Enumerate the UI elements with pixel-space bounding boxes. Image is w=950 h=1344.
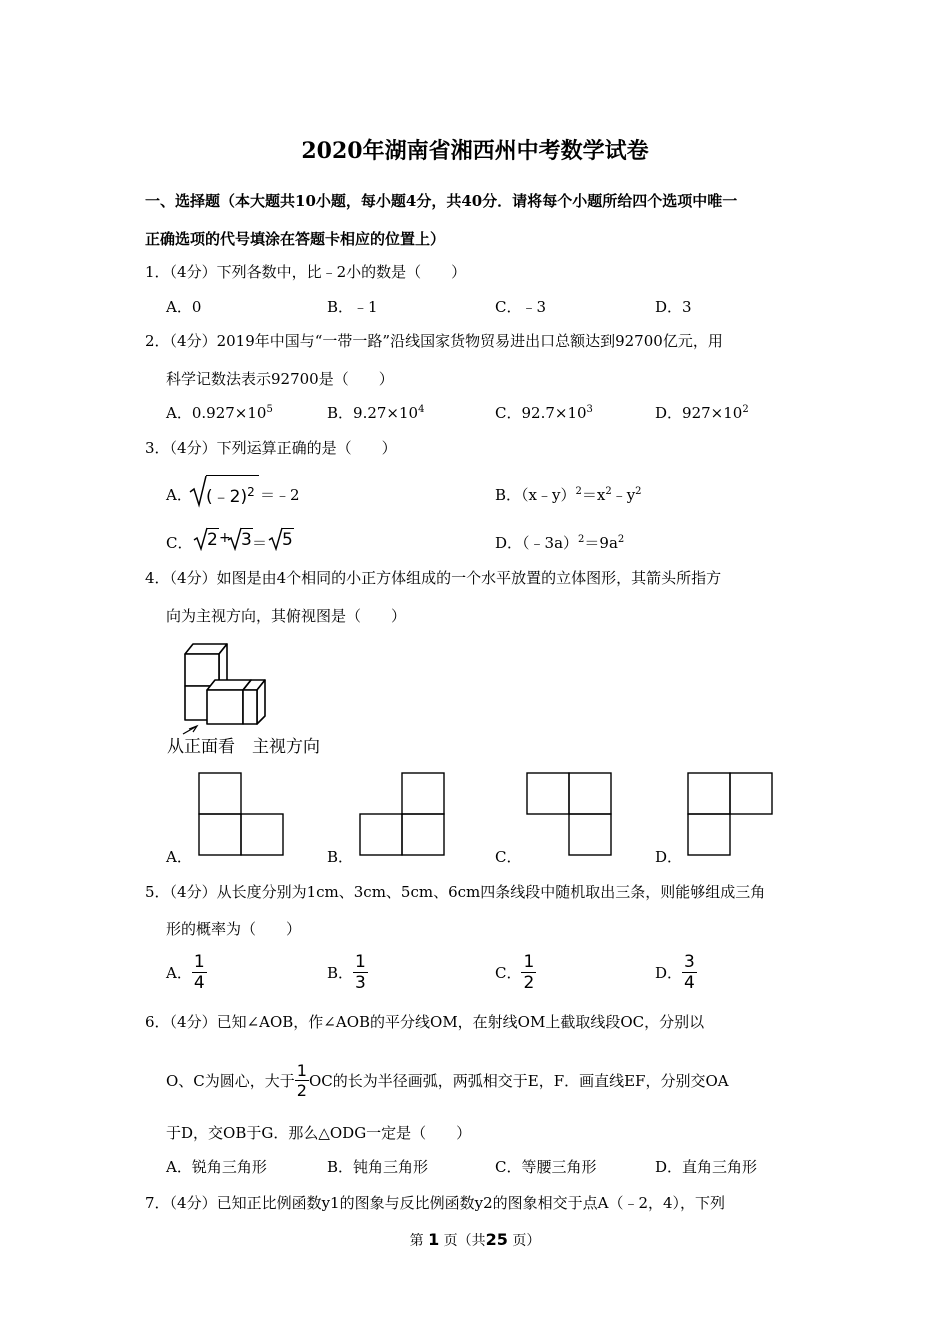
page-title: 2020年湖南省湘西州中考数学试卷 [301,138,649,164]
q6-option-c: C．等腰三角形 [495,1158,597,1176]
q4-option-c-label: C． [495,848,522,866]
q6-option-d: D．直角三角形 [655,1158,758,1176]
question-1-stem: 1．（4分）下列各数中，比﹣2小的数是（ ） [145,263,467,281]
q4-option-a-figure [198,772,286,858]
q3-option-c-radicand-1: 2 [207,530,218,550]
q5-option-b: B． $\frac{1}{3}$ [327,952,366,993]
q3-option-c-label: C． [166,534,193,552]
q3-option-a-radical-sign [188,474,208,508]
question-6-stem-line2: O、C为圆心，大于 $\frac{1}{2}$ OC的长为半径画弧，两弧相交于E，F．画直线EF，分别交OA [166,1061,729,1100]
q3-option-a-radical-bar [206,475,259,476]
q5-option-d: D． $\frac{3}{4}$ [655,952,695,993]
q6-option-a: A．锐角三角形 [166,1158,267,1176]
q3-option-c-radical-bar-2 [241,528,253,529]
q3-option-c-radicand-3: 5 [282,530,293,550]
q3-option-c-equals: ＝ [252,534,268,552]
current-page-number: 1 [428,1230,440,1249]
q1-option-a: A．0 [166,298,202,316]
q4-option-d-figure [687,772,775,858]
question-6-stem-line3: 于D，交OB于G．那么△ODG一定是（ ） [166,1124,472,1142]
question-5-stem-line2: 形的概率为（ ） [166,920,302,938]
q4-option-b-figure [359,772,447,858]
question-3-stem: 3．（4分）下列运算正确的是（ ） [145,439,397,457]
q4-option-a-label: A． [166,848,192,866]
q3-option-c-radical-bar-3 [282,528,294,529]
q3-option-c-plus: + [219,530,231,546]
q5-option-c: C． $\frac{1}{2}$ [495,952,535,993]
question-4-stem-line2: 向为主视方向，其俯视图是（ ） [166,607,407,625]
q2-option-c: C．$92.7\times 10^3$ [495,404,593,422]
q5-option-a: A． $\frac{1}{4}$ [166,952,205,993]
q2-option-d: D．$927\times 10^2$ [655,404,749,422]
q1-option-d: D．3 [655,298,692,316]
section-heading-line2: 正确选项的代号填涂在答题卡相应的位置上） [145,230,446,248]
q4-option-d-label: D． [655,848,683,866]
question-4-stem-line1: 4．（4分）如图是由4个相同的小正方体组成的一个水平放置的立体图形，其箭头所指方 [145,569,722,587]
question-6-stem-line1: 6．（4分）已知∠AOB，作∠AOB的平分线OM，在射线OM上截取线段OC，分别以 [145,1013,705,1031]
section-heading-line1: 一、选择题（本大题共10小题，每小题4分，共40分．请将每个小题所给四个选项中唯一 [145,192,738,210]
q3-option-a-result: ＝﹣2 [260,486,300,504]
question-5-stem-line1: 5．（4分）从长度分别为1cm、3cm、5cm、6cm四条线段中随机取出三条，则能够组成三角 [145,883,766,901]
page-footer: 第 1 页（共25 页） [409,1230,541,1249]
question-2-stem-line1: 2．（4分）2019年中国与“一带一路”沿线国家货物贸易进出口总额达到92700亿元，用 [145,332,723,350]
total-page-count: 25 [485,1230,508,1249]
q4-option-c-figure [526,772,614,858]
q3-option-d: D．$(﹣3a)^2=9a^2$ [495,534,625,552]
q4-figure-caption: 从正面看 主视方向 [167,737,320,757]
q4-cube-figure [175,640,275,735]
q3-option-b: B．$(x﹣y)^2=x^2﹣y^2$ [495,486,642,504]
q6-option-b: B．钝角三角形 [327,1158,429,1176]
question-2-stem-line2: 科学记数法表示92700是（ ） [166,370,394,388]
q1-option-b: B．﹣1 [327,298,378,316]
q3-option-c-radical-bar-1 [207,528,219,529]
q4-option-b-label: B． [327,848,354,866]
q1-option-c: C．﹣3 [495,298,547,316]
q3-option-a-label: A． [166,486,192,504]
q3-option-c-radicand-2: 3 [241,530,252,550]
q3-option-a-radicand: (﹣2)$^2$ [206,485,255,507]
q2-option-b: B．$9.27\times 10^4$ [327,404,425,422]
q2-option-a: A．$0.927\times 10^5$ [166,404,273,422]
question-7-stem: 7．（4分）已知正比例函数y1的图象与反比例函数y2的图象相交于点A（﹣2，4），下列 [145,1194,726,1212]
